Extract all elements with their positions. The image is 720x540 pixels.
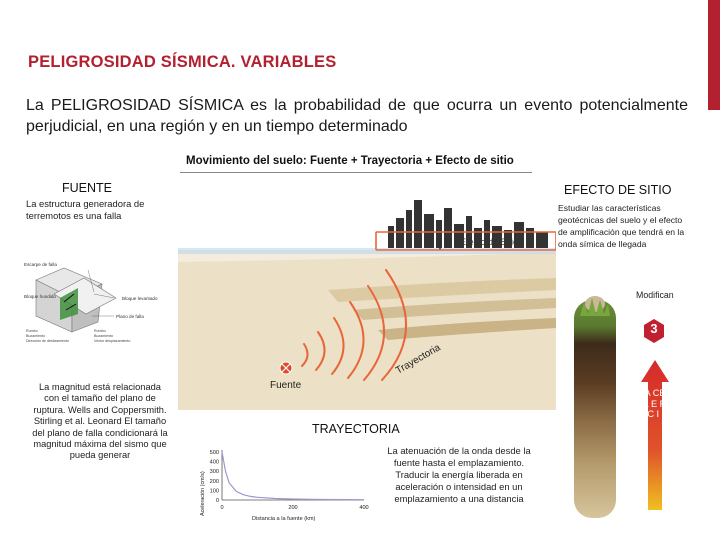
chart-series-line — [222, 452, 364, 500]
scene-label-fuente: Fuente — [270, 380, 302, 391]
accent-bar — [708, 0, 720, 110]
modifican-label: Modifican — [636, 290, 674, 300]
magnitud-description: La magnitud está relacionada con el tamaño del plano de ruptura. Wells and Coppersmith. Stirling et al. Leonard El tamaño del plano de falla condicionará la magnitud máxima del sismo que pueda generar — [32, 382, 168, 461]
fuente-heading: FUENTE — [62, 181, 112, 195]
attenuation-chart — [192, 440, 392, 530]
step-badge-number: 3 — [650, 321, 658, 336]
chart-ylabel: Aceleración (cm/s) — [200, 471, 206, 516]
chart-x-tick-label: 400 — [359, 505, 369, 511]
trayectoria-heading: TRAYECTORIA — [312, 422, 400, 436]
chart-y-tick-label: 200 — [209, 478, 219, 485]
scene-label-trayectoria: Trayectoria — [394, 342, 443, 377]
diagram-legend-vector: Vector desplazamiento — [94, 339, 131, 343]
diagram-legend-direccion: Dirección de deslizamiento — [26, 339, 69, 343]
slide-title: PELIGROSIDAD SÍSMICA. VARIABLES — [28, 53, 337, 71]
efecto-heading: EFECTO DE SITIO — [564, 183, 672, 197]
seismic-scene-illustration — [178, 190, 556, 410]
diagram-label-levantado: Bloque levantado — [122, 296, 158, 301]
chart-y-tick-label: 400 — [209, 459, 219, 466]
chart-y-tick-label: 0 — [215, 498, 219, 504]
chart-xlabel: Distancia a la fuente (km) — [252, 516, 316, 522]
efecto-description: Estudiar las características geotécnicas del suelo y el efecto de amplificación que tendrá en la onda símica de llegada — [558, 203, 685, 249]
chart-y-tick-label: 300 — [209, 469, 219, 476]
definition-text: La PELIGROSIDAD SÍSMICA es la probabilidad de que ocurra un evento potencialmente perjudicial, en una región y en un tiempo determinado — [26, 97, 688, 135]
earthquake-source-icon — [280, 362, 292, 374]
chart-x-ticks — [220, 505, 368, 511]
scene-label-efecto: Efecto de Sitio — [460, 237, 519, 247]
soil-column-image — [570, 290, 620, 522]
diagram-label-hundido: Bloque hundido — [24, 294, 56, 299]
aceleracion-arrow — [641, 360, 669, 510]
fuente-description: La estructura generadora de terremotos es una falla — [26, 198, 145, 221]
chart-y-ticks — [210, 450, 219, 504]
diagram-legend-rumbo-2: Rumbo — [94, 329, 106, 333]
formula-divider — [180, 172, 532, 173]
step-badge — [643, 318, 665, 344]
trayectoria-description: La atenuación de la onda desde la fuente hasta el emplazamiento. Traducir la energía liberada en aceleración o intensidad en un emplazamiento a una distancia — [387, 445, 531, 504]
chart-x-tick-label: 0 — [220, 505, 224, 511]
chart-y-tick-label: 100 — [209, 488, 219, 495]
diagram-legend-buzamiento: Buzamiento — [26, 334, 45, 338]
chart-axes — [222, 450, 364, 500]
aceleracion-label: A CE L E R AC I Ó — [641, 388, 669, 420]
chart-y-tick-label: 500 — [209, 450, 219, 456]
fault-block-diagram — [24, 254, 174, 350]
formula-caption: Movimiento del suelo: Fuente + Trayectoria + Efecto de sitio — [186, 155, 514, 167]
diagram-label-escarpe: Escarpe de falla — [24, 262, 57, 267]
diagram-legend-rumbo: Rumbo — [26, 329, 38, 333]
chart-x-tick-label: 200 — [288, 505, 298, 511]
diagram-label-plano: Plano de falla — [116, 314, 144, 319]
diagram-legend-buzamiento-2: Buzamiento — [94, 334, 113, 338]
